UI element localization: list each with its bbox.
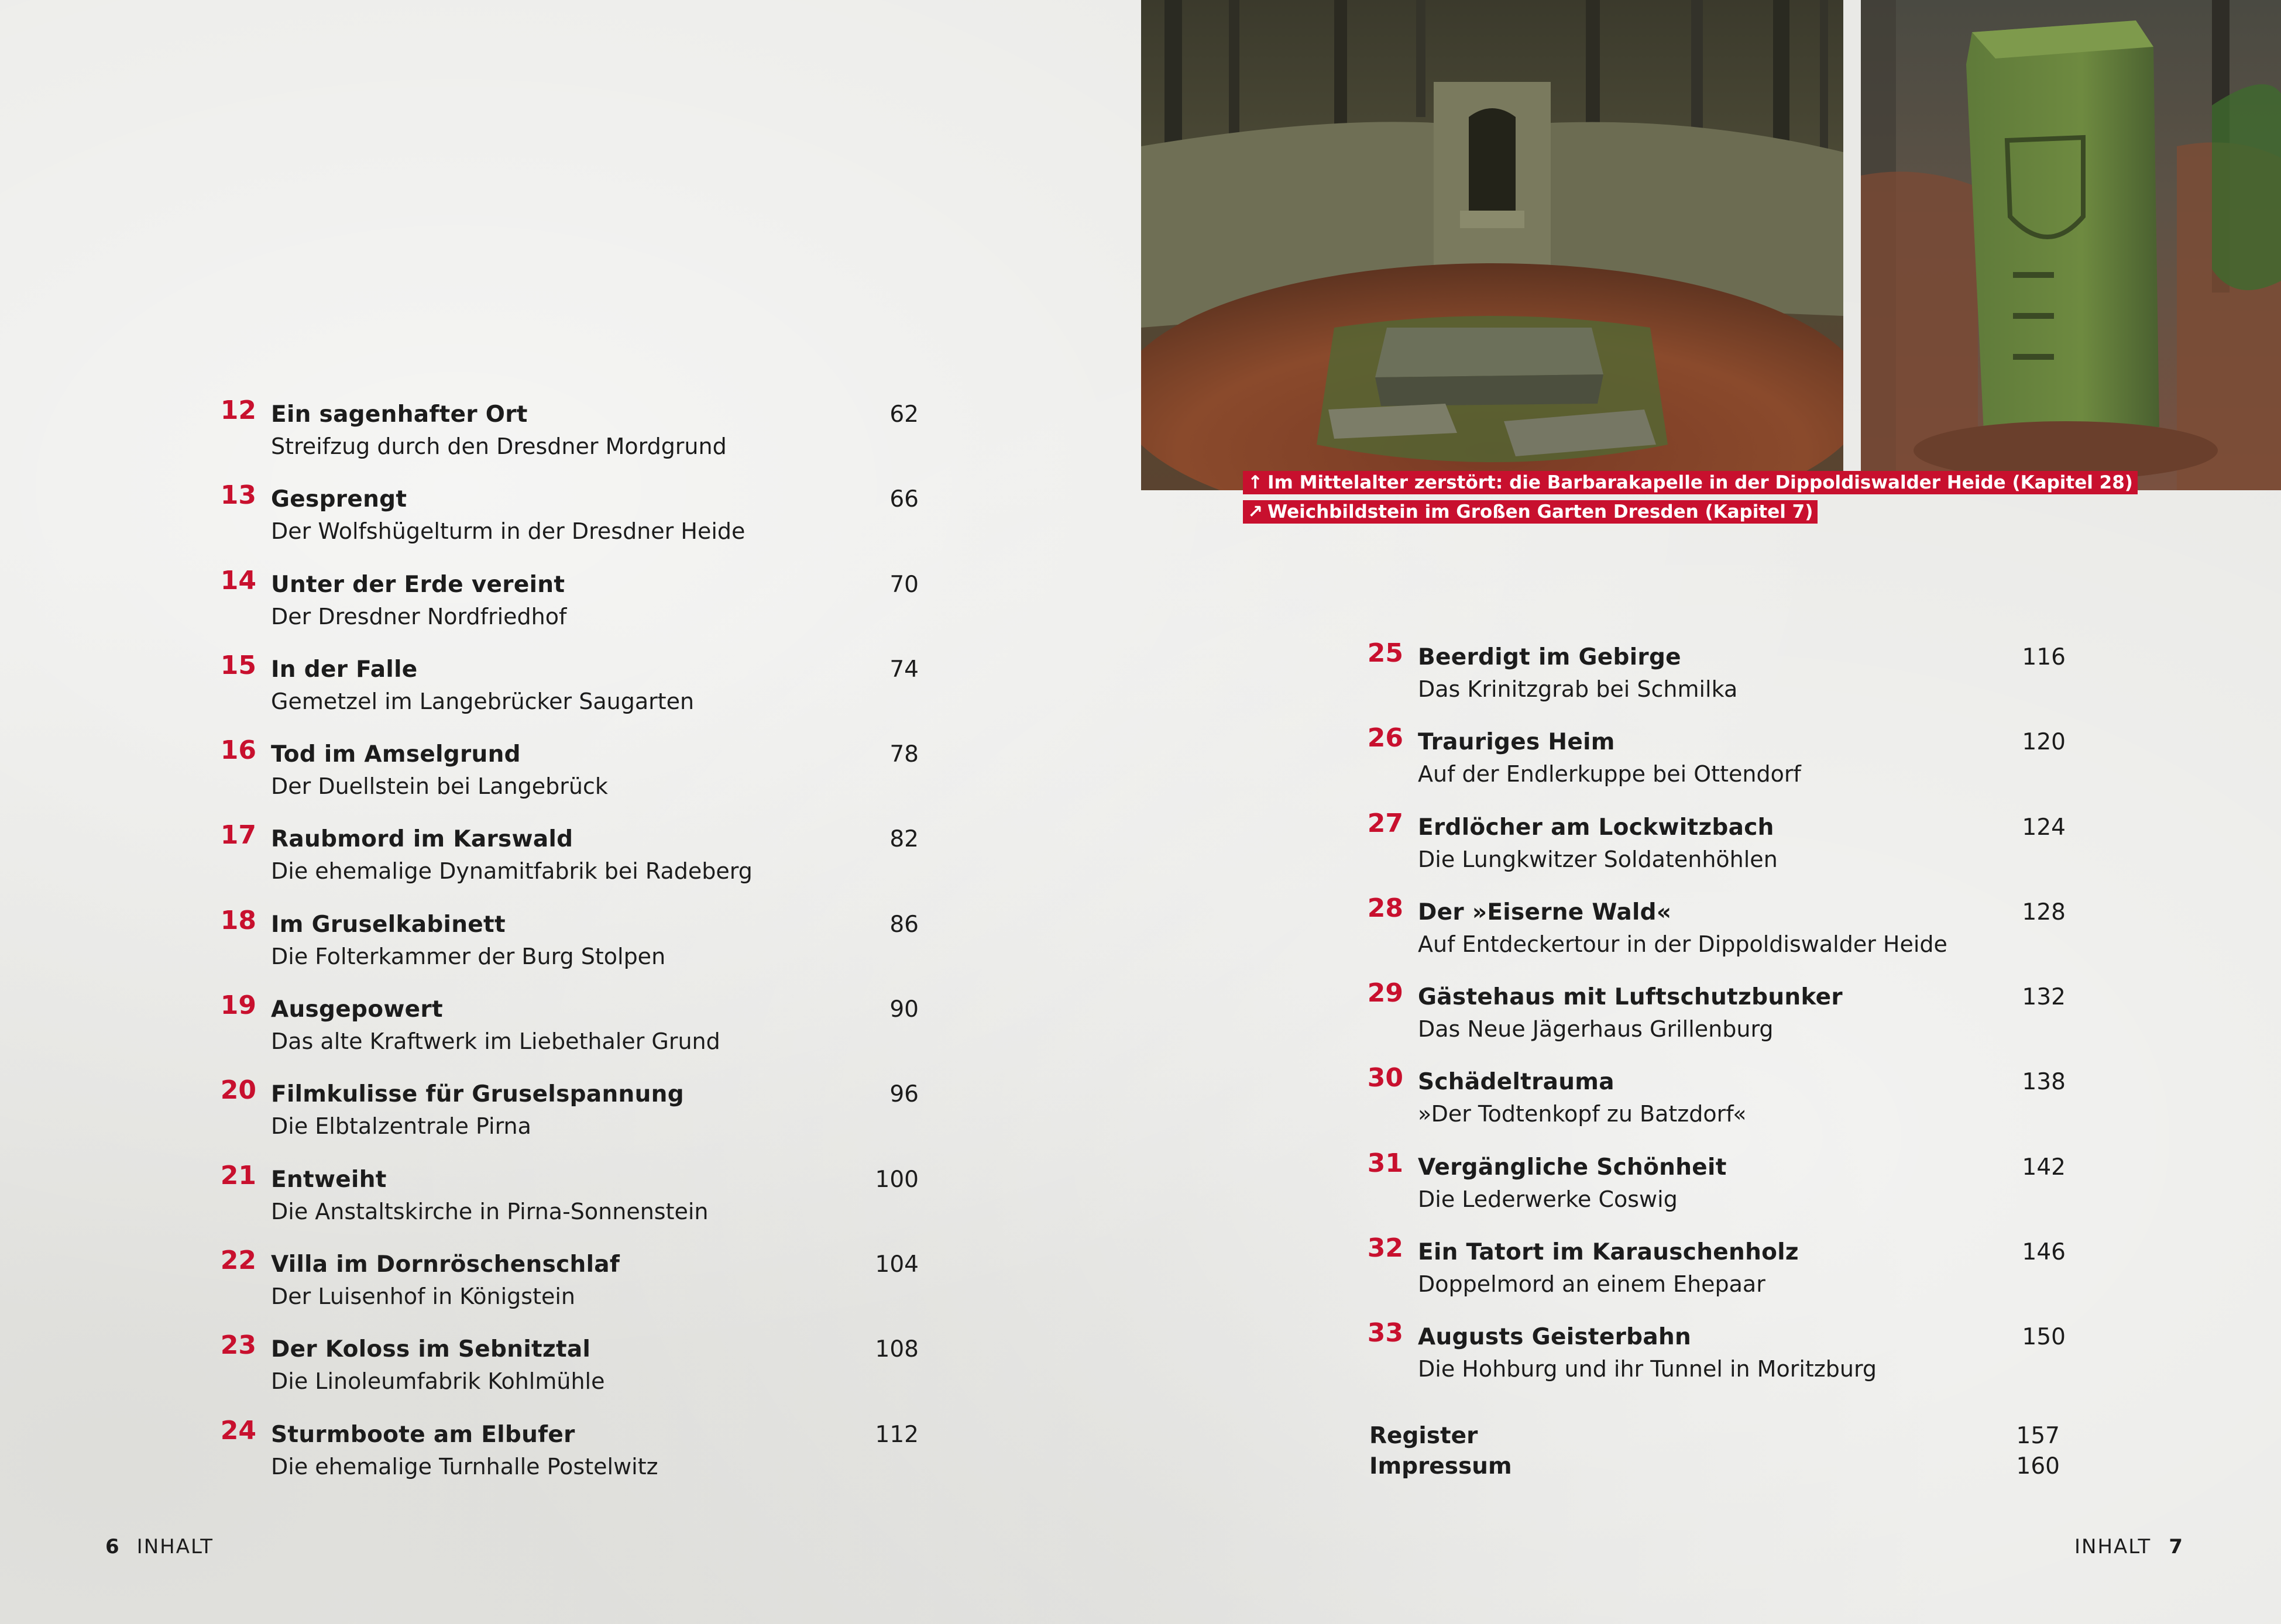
page-number: 90 [889, 996, 919, 1023]
page-number: 82 [889, 826, 919, 853]
page-number: 157 [2016, 1423, 2060, 1449]
chapter-title: In der Falle [271, 656, 418, 683]
chapter-title: Ein sagenhafter Ort [271, 401, 528, 428]
chapter-title: Unter der Erde vereint [271, 571, 565, 598]
chapter-title: Gesprengt [271, 486, 407, 513]
chapter-subtitle: Doppelmord an einem Ehepaar [1418, 1271, 1765, 1298]
toc-entry[interactable] [1363, 1148, 2066, 1236]
arrow-up-right-icon: ↗ [1248, 501, 1263, 522]
page-number: 62 [889, 401, 919, 428]
chapter-title: Schädeltrauma [1418, 1069, 1614, 1096]
toc-entry[interactable] [1363, 1233, 2066, 1320]
chapter-number: 27 [1367, 808, 1403, 838]
chapter-title: Sturmboote am Elbufer [271, 1421, 575, 1448]
page-number: 138 [2022, 1069, 2066, 1096]
chapter-number: 21 [220, 1160, 256, 1191]
folio-left: 6 [105, 1535, 119, 1558]
page-number: 124 [2022, 814, 2066, 841]
chapter-title: Beerdigt im Gebirge [1418, 644, 1681, 670]
chapter-title: Der »Eiserne Wald« [1418, 899, 1672, 925]
toc-entry[interactable] [217, 565, 919, 653]
chapter-number: 20 [220, 1075, 256, 1106]
photo-caption-chapel [1243, 471, 2138, 494]
chapter-subtitle: Die Anstaltskirche in Pirna-Sonnenstein [271, 1198, 709, 1224]
toc-entry[interactable] [217, 735, 919, 823]
chapter-title: Der Koloss im Sebnitztal [271, 1336, 591, 1363]
toc-entry[interactable] [217, 990, 919, 1078]
page-number: 100 [875, 1166, 919, 1193]
chapter-number: 28 [1367, 893, 1403, 923]
chapter-subtitle: Die ehemalige Turnhalle Postelwitz [271, 1453, 658, 1480]
chapter-number: 26 [1367, 723, 1403, 753]
toc-entry[interactable] [217, 480, 919, 567]
toc-entry[interactable] [217, 905, 919, 993]
page-number: 66 [889, 486, 919, 513]
chapter-subtitle: Die Lungkwitzer Soldatenhöhlen [1418, 846, 1778, 872]
page-number: 120 [2022, 729, 2066, 756]
page-number: 78 [889, 741, 919, 768]
page-number: 74 [889, 656, 919, 683]
chapter-number: 31 [1367, 1148, 1403, 1178]
folio-right: 7 [2169, 1535, 2183, 1558]
toc-entry[interactable] [1363, 893, 2066, 980]
chapter-number: 32 [1367, 1233, 1403, 1264]
chapter-number: 18 [220, 905, 256, 935]
chapter-subtitle: Der Duellstein bei Langebrück [271, 773, 608, 800]
chapter-number: 12 [220, 395, 256, 425]
chapter-subtitle: Das Krinitzgrab bei Schmilka [1418, 676, 1738, 702]
toc-entry[interactable] [1363, 1065, 2066, 1150]
chapter-subtitle: »Der Todtenkopf zu Batzdorf« [1418, 1101, 1747, 1127]
footer-right [2074, 1535, 2200, 1558]
toc-entry[interactable] [1363, 808, 2066, 896]
page-number: 142 [2022, 1154, 2066, 1181]
chapter-title: Villa im Dornröschenschlaf [271, 1251, 620, 1278]
page-number: 86 [889, 911, 919, 938]
toc-entry[interactable] [217, 395, 919, 483]
caption-text: Im Mittelalter zerstört: die Barbarakapelle in der Dippoldiswalder Heide (Kapitel 28) [1267, 472, 2133, 493]
running-head-left: INHALT [136, 1535, 214, 1558]
page-number: 112 [875, 1421, 919, 1448]
chapter-subtitle: Streifzug durch den Dresdner Mordgrund [271, 433, 727, 459]
chapter-number: 25 [1367, 638, 1403, 668]
running-head-right: INHALT [2074, 1535, 2152, 1558]
chapter-subtitle: Auf Entdeckertour in der Dippoldiswalder Heide [1418, 931, 1947, 957]
page-number: 108 [875, 1336, 919, 1363]
chapter-subtitle: Der Dresdner Nordfriedhof [271, 603, 567, 629]
chapter-title: Augusts Geisterbahn [1418, 1324, 1692, 1351]
chapter-number: 33 [1367, 1318, 1403, 1348]
chapter-title: Raubmord im Karswald [271, 826, 573, 853]
toc-entry[interactable] [1363, 980, 2066, 1065]
chapter-subtitle: Der Luisenhof in Königstein [271, 1283, 576, 1309]
footer-left [88, 1535, 214, 1558]
impressum-label: Impressum [1369, 1453, 1512, 1480]
chapter-title: Vergängliche Schönheit [1418, 1154, 1727, 1181]
toc-entry[interactable] [217, 1330, 919, 1417]
chapter-title: Entweiht [271, 1166, 387, 1193]
toc-entry[interactable] [217, 820, 919, 907]
page-number: 160 [2016, 1453, 2060, 1480]
photo-caption-stone [1243, 500, 1818, 524]
chapter-title: Filmkulisse für Gruselspannung [271, 1081, 684, 1108]
chapter-number: 23 [220, 1330, 256, 1361]
toc-register-entry[interactable] [1369, 1423, 2060, 1453]
register-label: Register [1369, 1423, 1478, 1449]
chapter-subtitle: Die Linoleumfabrik Kohlmühle [271, 1368, 605, 1395]
toc-entry[interactable] [217, 1245, 919, 1333]
chapter-title: Ein Tatort im Karauschenholz [1418, 1239, 1799, 1266]
page-number: 150 [2022, 1324, 2066, 1351]
toc-entry[interactable] [1363, 1320, 2066, 1405]
chapter-number: 13 [220, 480, 256, 511]
chapter-title: Trauriges Heim [1418, 729, 1615, 756]
chapter-number: 24 [220, 1415, 256, 1446]
chapter-subtitle: Die ehemalige Dynamitfabrik bei Radeberg [271, 858, 753, 885]
page-number: 104 [875, 1251, 919, 1278]
chapter-subtitle: Gemetzel im Langebrücker Saugarten [271, 688, 695, 714]
toc-entry[interactable] [1363, 725, 2066, 810]
toc-entry[interactable] [217, 650, 919, 738]
chapter-title: Ausgepowert [271, 996, 443, 1023]
caption-text: Weichbildstein im Großen Garten Dresden (Kapitel 7) [1267, 501, 1813, 522]
page-number: 132 [2022, 984, 2066, 1011]
toc-right-column [1363, 638, 2066, 1406]
chapter-number: 17 [220, 820, 256, 851]
toc-left-column [217, 395, 919, 1503]
chapter-number: 19 [220, 990, 256, 1021]
chapter-title: Erdlöcher am Lockwitzbach [1418, 814, 1774, 841]
toc-entry[interactable] [1363, 638, 2066, 725]
boundary-stone-photo [1861, 0, 2281, 490]
chapter-subtitle: Das Neue Jägerhaus Grillenburg [1418, 1016, 1774, 1042]
page-number: 146 [2022, 1239, 2066, 1266]
chapter-subtitle: Die Folterkammer der Burg Stolpen [271, 943, 666, 969]
toc-impressum-entry[interactable] [1369, 1453, 2060, 1484]
chapter-number: 30 [1367, 1063, 1403, 1093]
page-number: 96 [889, 1081, 919, 1108]
chapter-subtitle: Die Lederwerke Coswig [1418, 1186, 1678, 1212]
chapter-subtitle: Das alte Kraftwerk im Liebethaler Grund [271, 1028, 720, 1055]
toc-entry[interactable] [217, 1075, 919, 1162]
chapter-number: 15 [220, 650, 256, 680]
chapter-number: 16 [220, 735, 256, 766]
chapter-number: 14 [220, 565, 256, 596]
page-number: 70 [889, 571, 919, 598]
chapter-subtitle: Der Wolfshügelturm in der Dresdner Heide [271, 518, 746, 545]
chapter-subtitle: Die Hohburg und ihr Tunnel in Moritzburg [1418, 1356, 1877, 1382]
chapter-title: Gästehaus mit Luftschutzbunker [1418, 984, 1843, 1011]
chapter-subtitle: Auf der Endlerkuppe bei Ottendorf [1418, 761, 1801, 787]
toc-entry[interactable] [217, 1160, 919, 1248]
chapel-ruin-photo [1141, 0, 1843, 490]
arrow-up-icon: ↑ [1248, 472, 1263, 493]
chapter-subtitle: Die Elbtalzentrale Pirna [271, 1113, 531, 1140]
chapter-number: 29 [1367, 978, 1403, 1009]
page-number: 128 [2022, 899, 2066, 925]
chapter-number: 22 [220, 1245, 256, 1275]
toc-entry[interactable] [217, 1415, 919, 1503]
page-number: 116 [2022, 644, 2066, 670]
chapter-title: Im Gruselkabinett [271, 911, 506, 938]
chapter-title: Tod im Amselgrund [271, 741, 521, 768]
